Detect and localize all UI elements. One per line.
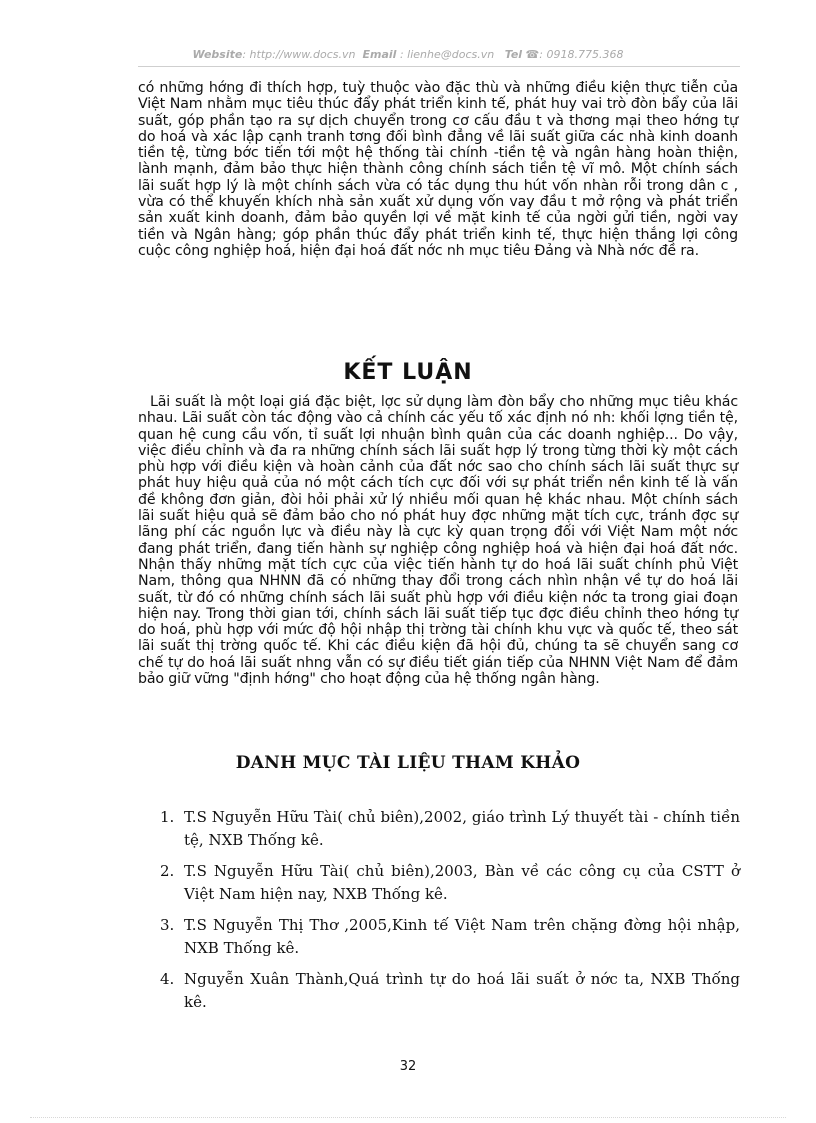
references-list bbox=[160, 806, 740, 1022]
page-header bbox=[0, 48, 816, 61]
reference-number: 2. bbox=[160, 862, 175, 880]
tel-label: Tel bbox=[504, 48, 523, 61]
conclusion-title: KẾT LUẬN bbox=[343, 360, 473, 385]
page-number: 32 bbox=[399, 1059, 417, 1074]
reference-text: T.S Nguyễn Hữu Tài( chủ biên),2002, giáo trình Lý thuyết tài - chính tiền tệ, NXB Thống kê. bbox=[184, 808, 740, 849]
email-label: Email bbox=[362, 48, 397, 61]
reference-number: 1. bbox=[160, 808, 175, 826]
reference-text: T.S Nguyễn Hữu Tài( chủ biên),2003, Bàn về các công cụ của CSTT ở Việt Nam hiện nay, NXB Thống kê. bbox=[184, 862, 740, 903]
reference-text: Nguyễn Xuân Thành,Quá trình tự do hoá lãi suất ở nớc ta, NXB Thống kê. bbox=[184, 970, 740, 1011]
tel-value: ☎: 0918.775.368 bbox=[522, 48, 624, 61]
reference-number: 4. bbox=[160, 970, 175, 988]
references-title: DANH MỤC TÀI LIỆU THAM KHẢO bbox=[235, 753, 581, 773]
reference-item bbox=[160, 968, 740, 1014]
email-value: : lienhe@docs.vn bbox=[396, 48, 495, 61]
reference-item bbox=[160, 914, 740, 960]
website-value: : http://www.docs.vn bbox=[242, 48, 356, 61]
footer-divider bbox=[30, 1117, 786, 1118]
reference-number: 3. bbox=[160, 916, 175, 934]
reference-item bbox=[160, 806, 740, 852]
intro-paragraph: có những hớng đi thích hợp, tuỳ thuộc vào đặc thù và những điều kiện thực tiễn của Việt Nam nhằm mục tiêu thúc đẩy phát triển kinh tế, phát huy vai trò đòn bẩy của lãi suất, góp phần tạo ra sự dịch chuyển trong cơ cấu đầu t và thơng mại theo hớng tự do hoá và xác lập cạnh tranh tơng đối bình đẳng về lãi suất giữa các nhà kinh doanh tiền tệ, từng bớc tiến tới một hệ thống tài chính -tiền tệ và ngân hàng hoàn thiện, lành mạnh, đảm bảo thực hiện thành công chính sách tiền tệ vĩ mô. Một chính sách lãi suất hợp lý là một chính sách vừa có tác dụng thu hút vốn nhàn rỗi trong dân c , vừa có thể khuyến khích nhà sản xuất xử dụng vốn vay đầu t mở rộng và phát triển sản xuất kinh doanh, đảm bảo quyền lợi về mặt kinh tế của ngời gửi tiền, ngời vay tiền và Ngân hàng; góp phần thúc đẩy phát triển kinh tế, thực hiện thắng lợi công cuộc công nghiệp hoá, hiện đại hoá đất nớc nh mục tiêu Đảng và Nhà nớc đề ra. bbox=[138, 80, 738, 259]
conclusion-paragraph: Lãi suất là một loại giá đặc biệt, lợc sử dụng làm đòn bẩy cho những mục tiêu khác nhau. Lãi suất còn tác động vào cả chính các yếu tố xác định nó nh: khối lợng tiền tệ, quan hệ cung cầu vốn, tỉ suất lợi nhuận bình quân của các doanh nghiệp... Do vậy, việc điều chỉnh và đa ra những chính sách lãi suất hợp lý trong từng thời kỳ một cách phù hợp với điều kiện và hoàn cảnh của đất nớc sao cho chính sách lãi suất thực sự phát huy hiệu quả của nó một cách tích cực đối với sự phát triển nền kinh tế là vấn đề không đơn giản, đòi hỏi phải xử lý nhiều mối quan hệ khác nhau. Một chính sách lãi suất hiệu quả sẽ đảm bảo cho nó phát huy đợc những mặt tích cực, tránh đợc sự lãng phí các nguồn lực và điều này là cực kỳ quan trọng đối với Việt Nam một nớc đang phát triển, đang tiến hành sự nghiệp công nghiệp hoá và hiện đại hoá đất nớc. Nhận thấy những mặt tích cực của việc tiến hành tự do hoá lãi suất chính phủ Việt Nam, thông qua NHNN đã có những thay đổi trong cách nhìn nhận về tự do hoá lãi suất, từ đó có những chính sách lãi suất phù hợp với điều kiện nớc ta trong giai đoạn hiện nay. Trong thời gian tới, chính sách lãi suất tiếp tục đợc điều chỉnh theo hớng tự do hoá, phù hợp với mức độ hội nhập thị trờng tài chính khu vực và quốc tế, theo sát lãi suất thị trờng quốc tế. Khi các điều kiện đã hội đủ, chúng ta sẽ chuyển sang cơ chế tự do hoá lãi suất nhng vẫn có sự điều tiết gián tiếp của NHNN Việt Nam để đảm bảo giữ vững "định hớng" cho hoạt động của hệ thống ngân hàng. bbox=[138, 394, 738, 688]
reference-text: T.S Nguyễn Thị Thơ ,2005,Kinh tế Việt Nam trên chặng đờng hội nhập, NXB Thống kê. bbox=[184, 916, 740, 957]
website-label: Website bbox=[192, 48, 243, 61]
header-divider bbox=[138, 66, 740, 67]
reference-item bbox=[160, 860, 740, 906]
